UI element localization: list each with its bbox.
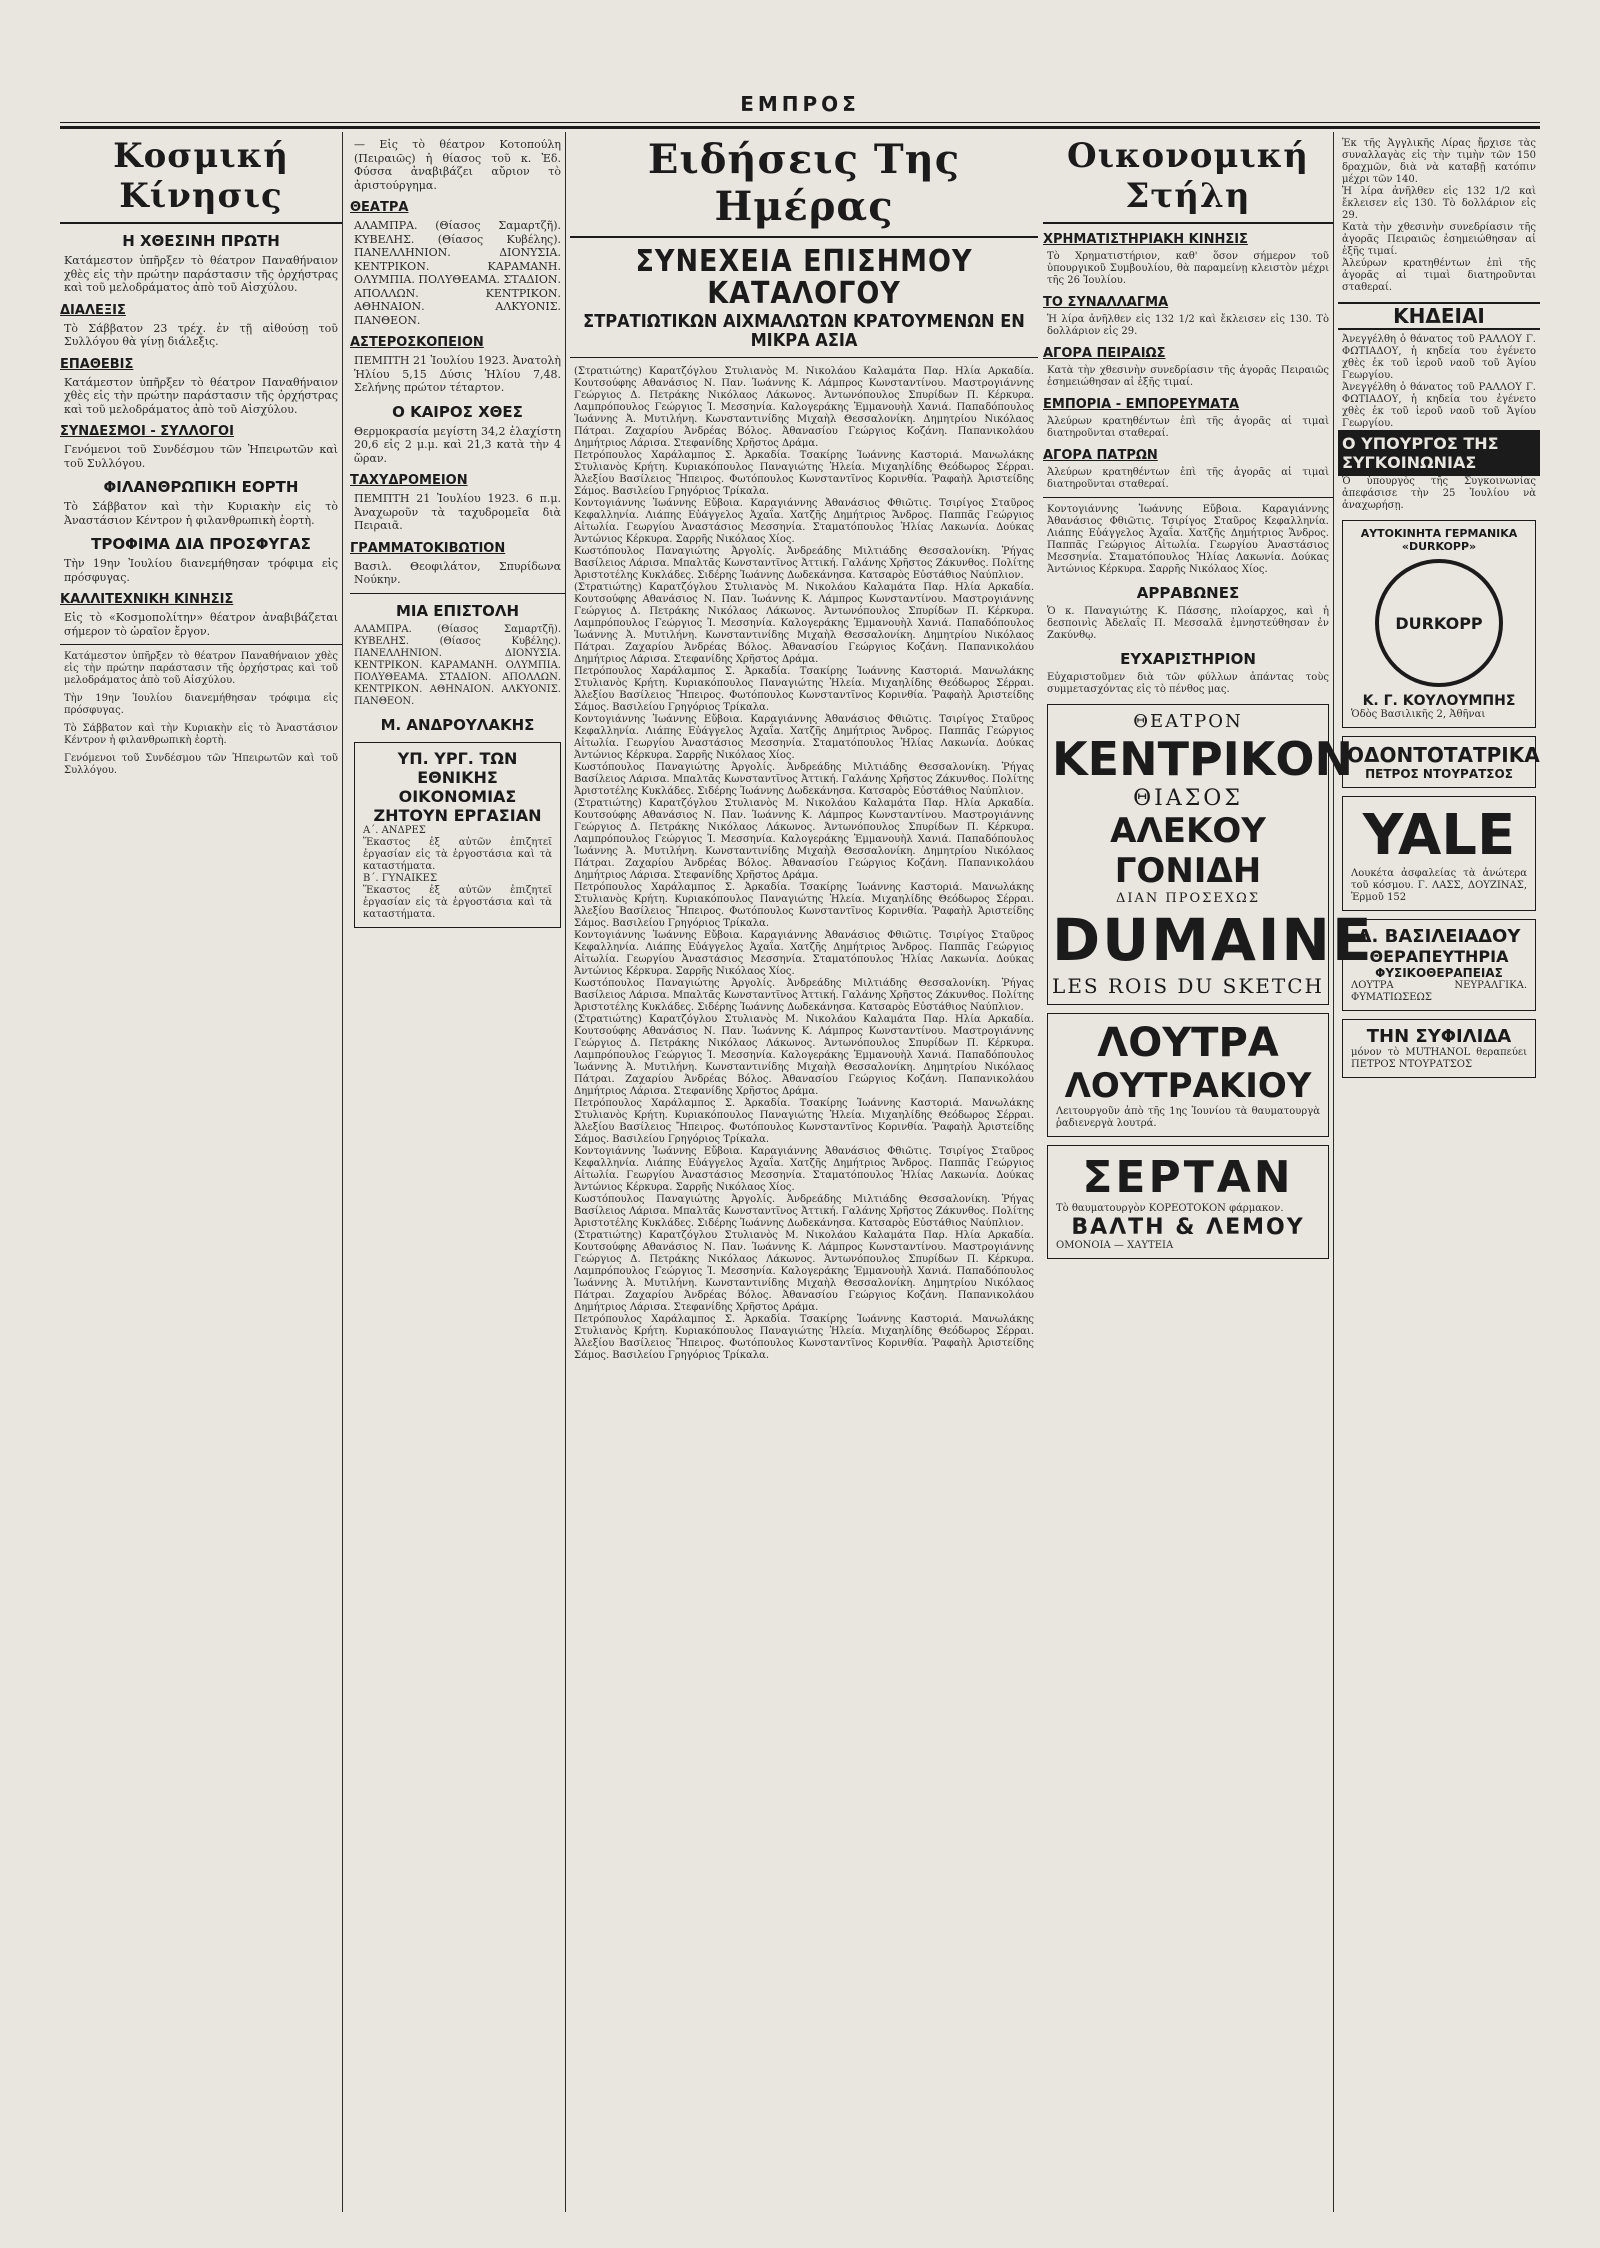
vasiliadou-ad [1342,919,1536,1011]
article-text: (Στρατιώτης) Καρατζόγλου Στυλιανὸς Μ. Νικολάου Καλαμάτα Παρ. Ηλία Αρκαδία. Κουτσούφης Αθανάσιος Ν. Παν. Ἰωάννης Κ. Λάμπρος Κωνσταντίνου. Μαστρογιάννης Γεώργιος Δ. Πετράκης Νικόλαος Λάκωνος. Ἀντωνόπουλος Σπυρίδων Π. Κέρκυρα. Λαμπρόπουλος Γεώργιος Ἰ. Μεσσηνία. Καλογεράκης Ἐμμανουὴλ Χανιά. Παπαδόπουλος Ἰωάννης Ἀ. Μυτιλήνη. Κωνσταντινίδης Μιχαὴλ Θεσσαλονίκη. Δημητρίου Νικόλαος Πάτραι. Ζαχαρίου Ἀνδρέας Βόλος. Ἀθανασίου Γεώργιος Κοζάνη. Παπανικολάου Δημήτριος Λάρισα. Στεφανίδης Χρῆστος Δράμα. [574,797,1034,881]
yale-brand: YALE [1362,803,1516,868]
theatre-ad [1047,704,1374,1005]
loutra-ad-title: ΛΟΥΤΡΑ [1097,1020,1279,1066]
article-text: (Στρατιώτης) Καρατζόγλου Στυλιανὸς Μ. Νικολάου Καλαμάτα Παρ. Ηλία Αρκαδία. Κουτσούφης Αθανάσιος Ν. Παν. Ἰωάννης Κ. Λάμπρος Κωνσταντίνου. Μαστρογιάννης Γεώργιος Δ. Πετράκης Νικόλαος Λάκωνος. Ἀντωνόπουλος Σπυρίδων Π. Κέρκυρα. Λαμπρόπουλος Γεώργιος Ἰ. Μεσσηνία. Καλογεράκης Ἐμμανουὴλ Χανιά. Παπαδόπουλος Ἰωάννης Ἀ. Μυτιλήνη. Κωνσταντινίδης Μιχαὴλ Θεσσαλονίκη. Δημητρίου Νικόλαος Πάτραι. Ζαχαρίου Ἀνδρέας Βόλος. Ἀθανασίου Γεώργιος Κοζάνη. Παπανικολάου Δημήτριος Λάρισα. Στεφανίδης Χρῆστος Δράμα. [574,365,1034,449]
subhead: ΑΓΟΡΑ ΠΑΤΡΩΝ [1043,448,1158,463]
theatre-ad-name: ΚΕΝΤΡΙΚΟΝ [1052,732,1354,786]
article-text: Κοντογιάννης Ἰωάννης Εὔβοια. Καραγιάννης Ἀθανάσιος Φθιῶτις. Τσιρίγος Σταῦρος Κεφαλληνία. Λιάπης Εὐάγγελος Ἀχαΐα. Χατζῆς Δημήτριος Ἄνδρος. Παππᾶς Γεώργιος Αἰτωλία. Γεωργίου Ἀναστάσιος Μεσσηνία. Σταματόπουλος Ἠλίας Λακωνία. Δούκας Ἀντώνιος Κέρκυρα. Σαρρῆς Νικόλαος Χίος. [574,497,1034,545]
subhead-funerals: ΚΗΔΕΙΑΙ [1338,302,1540,330]
subhead: ΑΓΟΡΑ ΠΕΙΡΑΙΩΣ [1043,346,1166,361]
odonto-name: ΠΕΤΡΟΣ ΝΤΟΥΡΑΤΣΟΣ [1365,767,1513,781]
article-text: Ἀνεγγέλθη ὁ θάνατος τοῦ ΡΑΛΛΟΥ Γ. ΦΩΤΙΑΔΟΥ, ἡ κηδεία του ἐγένετο χθὲς ἐκ τοῦ ἱεροῦ ναοῦ τοῦ Ἁγίου Γεωργίου. [1342,382,1536,429]
article-text: Κατάμεστον ὑπῆρξεν τὸ θέατρον Παναθήναιον χθὲς εἰς τὴν πρώτην παράστασιν τῆς ὀρχήστρας καὶ τοῦ μελοδράματος ἀπὸ τοῦ Αἰσχύλου. [64,651,338,686]
subhead: ΣΥΝΔΕΣΜΟΙ - ΣΥΛΛΟΓΟΙ [60,424,234,439]
ministry-ad [354,742,561,928]
article-text: Γενόμενοι τοῦ Συνδέσμου τῶν Ἠπειρωτῶν καὶ τοῦ Συλλόγου. [64,443,338,470]
article-text: Τὸ Σάββατον καὶ τὴν Κυριακὴν εἰς τὸ Ἀναστάσιον Κέντρον ἡ φιλανθρωπικὴ ἑορτὴ. [64,723,338,746]
subhead: ΕΜΠΟΡΙΑ - ΕΜΠΟΡΕΥΜΑΤΑ [1043,397,1240,412]
subhead: ΜΙΑ ΕΠΙΣΤΟΛΗ [395,601,520,620]
article-text: (Στρατιώτης) Καρατζόγλου Στυλιανὸς Μ. Νικολάου Καλαμάτα Παρ. Ηλία Αρκαδία. Κουτσούφης Αθανάσιος Ν. Παν. Ἰωάννης Κ. Λάμπρος Κωνσταντίνου. Μαστρογιάννης Γεώργιος Δ. Πετράκης Νικόλαος Λάκωνος. Ἀντωνόπουλος Σπυρίδων Π. Κέρκυρα. Λαμπρόπουλος Γεώργιος Ἰ. Μεσσηνία. Καλογεράκης Ἐμμανουὴλ Χανιά. Παπαδόπουλος Ἰωάννης Ἀ. Μυτιλήνη. Κωνσταντινίδης Μιχαὴλ Θεσσαλονίκη. Δημητρίου Νικόλαος Πάτραι. Ζαχαρίου Ἀνδρέας Βόλος. Ἀθανασίου Γεώργιος Κοζάνη. Παπανικολάου Δημήτριος Λάρισα. Στεφανίδης Χρῆστος Δράμα. [574,581,1034,665]
subhead: ΚΑΛΛΙΤΕΧΝΙΚΗ ΚΙΝΗΣΙΣ [60,592,234,607]
subhead: ΕΥΧΑΡΙΣΤΗΡΙΟΝ [1120,650,1256,668]
yale-ad [1342,796,1536,911]
column-economy [1043,132,1374,2212]
syfilis-ad [1342,1019,1536,1078]
article-text: Γενόμενοι τοῦ Συνδέσμου τῶν Ἠπειρωτῶν καὶ τοῦ Συλλόγου. [64,753,338,776]
subhead: Ο ΚΑΙΡΟΣ ΧΘΕΣ [392,402,523,421]
article-text: Ἡ λίρα ἀνῆλθεν εἰς 132 1/2 καὶ ἔκλεισεν εἰς 130. Τὸ δολλάριον εἰς 29. [1047,314,1329,337]
divider [350,593,565,594]
valti-ad-addr: ΟΜΟΝΟΙΑ — ΧΑΥΤΕΙΑ [1056,1240,1174,1251]
yale-text: Λουκέτα ἀσφαλείας τὰ ἀνώτερα τοῦ κόσμου. Γ. ΛΑΣΣ, ΔΟΥΖΙΝΑΣ, Ἑρμοῦ 152 [1351,868,1527,903]
subhead: ΓΡΑΜΜΑΤΟΚΙΒΩΤΙΟΝ [350,540,506,556]
theatre-ad-line: ΘΙΑΣΟΣ [1133,786,1243,811]
article-text: Πετρόπουλος Χαράλαμπος Σ. Ἀρκαδία. Τσακίρης Ἰωάννης Καστοριά. Μανωλάκης Στυλιανὸς Κρήτη. Κυριακόπουλος Παναγιώτης Ἠλεία. Μιχαηλίδης Θεόδωρος Σέρραι. Ἀλεξίου Βασίλειος Ἤπειρος. Φωτόπουλος Κωνσταντῖνος Κορινθία. Ῥαφαὴλ Ἀριστείδης Σάμος. Βασιλείου Γρηγόριος Τρίκαλα. [574,665,1034,713]
loutra-ad [1047,1013,1329,1137]
subhead: ΤΡΟΦΙΜΑ ΔΙΑ ΠΡΟΣΦΥΓΑΣ [91,535,311,553]
article-text: Τὴν 19ην Ἰουλίου διανεμήθησαν τρόφιμα εἰς πρόσφυγας. [64,693,338,716]
theatre-ad-line: ΔΙΑΝ ΠΡΟΣΕΧΩΣ [1115,891,1261,906]
article-text: Ἀλεύρων κρατηθέντων ἐπὶ τῆς ἀγορᾶς αἱ τιμαὶ διατηροῦνται σταθεραί. [1047,416,1329,439]
ministry-ad-a: Α΄. ΑΝΔΡΕΣ [363,824,426,836]
masthead [60,92,1540,129]
article-text: Θερμοκρασία μεγίστη 34,2 ἐλαχίστη 20,6 εἰς 2 μ.μ. καὶ 21,3 κατὰ τὴν 4 ὥραν. [354,424,561,465]
syfilis-title: ΤΗΝ ΣΥΦΙΛΙΔΑ [1366,1026,1512,1047]
article-text: ΠΕΜΠΤΗ 21 Ἰουλίου 1923. 6 π.μ. Ἀναχωροῦν τὰ ταχυδρομεῖα διὰ Πειραιᾶ. [354,492,561,532]
article-text: Ὁ ὑπουργὸς τῆς Συγκοινωνίας ἀπεφάσισε τὴν 25 Ἰουλίου νὰ ἀναχωρήσῃ. [1342,476,1536,511]
article-text: ΑΛΑΜΠΡΑ. (Θίασος Σαμαρτζῆ). ΚΥΒΕΛΗΣ. (Θίασος Κυβέλης). ΠΑΝΕΛΛΗΝΙΟΝ. ΔΙΟΝΥΣΙΑ. ΚΕΝΤΡΙΚΟΝ. ΚΑΡΑΜΑΝΗ. ΟΛΥΜΠΙΑ. ΠΟΛΥΘΕΑΜΑ. ΣΤΑΔΙΟΝ. ΑΠΟΛΛΩΝ. ΚΕΝΤΡΙΚΟΝ. ΑΘΗΝΑΙΟΝ. ΑΛΚΥΟΝΙΣ. ΠΑΝΘΕΟΝ. [354,219,561,327]
vasiliadou-sub: ΦΥΣΙΚΟΘΕΡΑΠΕΙΑΣ [1375,966,1503,980]
subhead: ΦΙΛΑΝΘΡΩΠΙΚΗ ΕΟΡΤΗ [103,478,299,496]
subhead: ΔΙΑΛΕΞΙΣ [60,302,126,318]
ministry-ad-b: Β΄. ΓΥΝΑΙΚΕΣ [363,872,438,884]
masthead-rule [60,122,1540,123]
section-title-social: Κοσμική Κίνησις [60,132,342,224]
ministry-ad-text: Ἕκαστος ἐξ αὐτῶν ἐπιζητεῖ ἐργασίαν εἰς τὰ ἐργοστάσια καὶ τὰ καταστήματα. [363,884,552,920]
article-text: Πετρόπουλος Χαράλαμπος Σ. Ἀρκαδία. Τσακίρης Ἰωάννης Καστοριά. Μανωλάκης Στυλιανὸς Κρήτη. Κυριακόπουλος Παναγιώτης Ἠλεία. Μιχαηλίδης Θεόδωρος Σέρραι. Ἀλεξίου Βασίλειος Ἤπειρος. Φωτόπουλος Κωνσταντῖνος Κορινθία. Ῥαφαὴλ Ἀριστείδης Σάμος. Βασιλείου Γρηγόριος Τρίκαλα. [574,1097,1034,1145]
article-text: ΑΛΑΜΠΡΑ. (Θίασος Σαμαρτζῆ). ΚΥΒΕΛΗΣ. (Θίασος Κυβέλης). ΠΑΝΕΛΛΗΝΙΟΝ. ΔΙΟΝΥΣΙΑ. ΚΕΝΤΡΙΚΟΝ. ΚΑΡΑΜΑΝΗ. ΟΛΥΜΠΙΑ. ΠΟΛΥΘΕΑΜΑ. ΣΤΑΔΙΟΝ. ΑΠΟΛΛΩΝ. ΚΕΝΤΡΙΚΟΝ. ΑΘΗΝΑΙΟΝ. ΑΛΚΥΟΝΙΣ. ΠΑΝΘΕΟΝ. [354,623,561,707]
article-text: Εἰς τὸ «Κοσμοπολίτην» θέατρον ἀναβιβάζεται σήμερον τὸ ὡραῖον ἔργον. [64,611,338,638]
article-text: — Εἰς τὸ θέατρον Κοτοπούλη (Πειραιῶς) ἡ θίασος τοῦ κ. Ἐδ. Φύσσα ἀναβιβάζει αὔριον τὸ ἀριστούργημα. [354,138,561,192]
article-text: Τὸ Χρηματιστήριον, καθ' ὅσον σήμερον τοῦ ὑπουργικοῦ Συμβουλίου, θὰ παραμείνῃ κλειστὸν μέχρι τῆς 26 Ἰουλίου. [1047,251,1329,286]
subhead: ΤΟ ΣΥΝΑΛΛΑΓΜΑ [1043,295,1169,310]
article-text: Ἐκ τῆς Ἀγγλικῆς Λίρας ἤρχισε τὰς συναλλαγὰς εἰς τὴν τιμὴν τῶν 150 δραχμῶν, διὰ νὰ καταβῇ κατόπιν μέχρι τῶν 140. [1342,138,1536,185]
syfilis-text: μόνον τὸ MUTHANOL θεραπεύει ΠΕΤΡΟΣ ΝΤΟΥΡΑΤΣΟΣ [1351,1047,1527,1070]
column-social [60,132,343,2212]
vasiliadou-text: ΛΟΥΤΡΑ ΝΕΥΡΑΛΓΙΚΑ. ΦΥΜΑΤΙΩΣΕΩΣ [1351,980,1527,1003]
article-text: Τὸ Σάββατον καὶ τὴν Κυριακὴν εἰς τὸ Ἀναστάσιον Κέντρον ἡ φιλανθρωπικὴ ἑορτὴ. [64,500,338,527]
article-text: (Στρατιώτης) Καρατζόγλου Στυλιανὸς Μ. Νικολάου Καλαμάτα Παρ. Ηλία Αρκαδία. Κουτσούφης Αθανάσιος Ν. Παν. Ἰωάννης Κ. Λάμπρος Κωνσταντίνου. Μαστρογιάννης Γεώργιος Δ. Πετράκης Νικόλαος Λάκωνος. Ἀντωνόπουλος Σπυρίδων Π. Κέρκυρα. Λαμπρόπουλος Γεώργιος Ἰ. Μεσσηνία. Καλογεράκης Ἐμμανουὴλ Χανιά. Παπαδόπουλος Ἰωάννης Ἀ. Μυτιλήνη. Κωνσταντινίδης Μιχαὴλ Θεσσαλονίκη. Δημητρίου Νικόλαος Πάτραι. Ζαχαρίου Ἀνδρέας Βόλος. Ἀθανασίου Γεώργιος Κοζάνη. Παπανικολάου Δημήτριος Λάρισα. Στεφανίδης Χρῆστος Δράμα. [574,1229,1034,1313]
section-title-news: Ειδήσεις Της Ημέρας [570,132,1038,238]
valti-ad-name: ΒΑΛΤΗ & ΛΕΜΟΥ [1071,1215,1305,1240]
article-text: Κατὰ τὴν χθεσινὴν συνεδρίασιν τῆς ἀγορᾶς Πειραιῶς ἐσημειώθησαν αἱ ἑξῆς τιμαί. [1342,222,1536,257]
ministry-ad-title: ΥΠ. ΥΡΓ. ΤΩΝ ΕΘΝΙΚΗΣ ΟΙΚΟΝΟΜΙΑΣ [397,748,518,806]
headline-list: ΣΥΝΕΧΕΙΑ ΕΠΙΣΗΜΟΥ ΚΑΤΑΛΟΓΟΥ [635,244,973,311]
subhead: ΧΡΗΜΑΤΙΣΤΗΡΙΑΚΗ ΚΙΝΗΣΙΣ [1043,232,1248,247]
subhead: ΑΡΡΑΒΩΝΕΣ [1136,584,1240,602]
theatre-ad-line: ΘΕΑΤΡΟΝ [1133,711,1243,732]
article-text: Βασιλ. Θεοφιλάτον, Σπυρίδωνα Νούκην. [354,559,561,586]
durkopp-logo: DURKOPP [1375,559,1503,687]
article-text: Κωστόπουλος Παναγιώτης Ἀργολίς. Ἀνδρεάδης Μιλτιάδης Θεσσαλονίκη. Ῥήγας Βασίλειος Λάρισα. Μπαλτᾶς Κωνσταντῖνος Ἀττική. Γαλάνης Χρῆστος Ζάκυνθος. Πολίτης Ἀριστοτέλης Κυκλάδες. Σιδέρης Ἰωάννης Δωδεκάνησα. Κατσαρὸς Εὐστάθιος Ναύπλιον. [574,977,1034,1013]
subhead: ΑΣΤΕΡΟΣΚΟΠΕΙΟΝ [350,335,484,350]
sertan-ad [1047,1145,1329,1259]
theatre-ad-star: DUMAINE [1052,906,1374,974]
subhead: ΤΑΧΥΔΡΟΜΕΙΟΝ [350,473,468,488]
durkopp-ad-head: ΑΥΤΟΚΙΝΗΤΑ ΓΕΡΜΑΝΙΚΑ «DURKOPP» [1360,527,1518,553]
article-text: Ὁ κ. Παναγιώτης Κ. Πάσσης, πλοίαρχος, καὶ ἡ δεσποινὶς Ἀδελαΐς Π. Μεσσαλᾶ ἐμνηστεύθησαν ἐν Ζακύνθῳ. [1047,606,1329,641]
article-text: Πετρόπουλος Χαράλαμπος Σ. Ἀρκαδία. Τσακίρης Ἰωάννης Καστοριά. Μανωλάκης Στυλιανὸς Κρήτη. Κυριακόπουλος Παναγιώτης Ἠλεία. Μιχαηλίδης Θεόδωρος Σέρραι. Ἀλεξίου Βασίλειος Ἤπειρος. Φωτόπουλος Κωνσταντῖνος Κορινθία. Ῥαφαὴλ Ἀριστείδης Σάμος. Βασιλείου Γρηγόριος Τρίκαλα. [574,449,1034,497]
article-text: Τὸ Σάββατον 23 τρέχ. ἐν τῇ αἰθούσῃ τοῦ Συλλόγου θὰ γίνῃ διάλεξις. [64,321,338,348]
odonto-title: ΟΔΟΝΤΟΤΑΤΡΙΚΑ [1347,743,1540,767]
sertan-ad-title: ΣΕΡΤΑΝ [1082,1152,1294,1203]
article-text: Ἡ λίρα ἀνῆλθεν εἰς 132 1/2 καὶ ἔκλεισεν εἰς 130. Τὸ δολλάριον εἰς 29. [1342,186,1536,221]
newspaper-name: ΕΜΠΡΟΣ [740,92,860,116]
article-text: Ἀλεύρων κρατηθέντων ἐπὶ τῆς ἀγορᾶς αἱ τιμαὶ διατηροῦνται σταθεραί. [1047,467,1329,490]
subhead: Η ΧΘΕΣΙΝΗ ΠΡΩΤΗ [122,232,280,250]
article-text: Τὴν 19ην Ἰουλίου διανεμήθησαν τρόφιμα εἰς πρόσφυγας. [64,557,338,584]
durkopp-ad [1342,520,1536,728]
odonto-ad [1342,736,1540,788]
article-text: Κατὰ τὴν χθεσινὴν συνεδρίασιν τῆς ἀγορᾶς Πειραιῶς ἐσημειώθησαν αἱ ἑξῆς τιμαί. [1047,365,1329,388]
ministry-ad-text: Ἕκαστος ἐξ αὐτῶν ἐπιζητεῖ ἐργασίαν εἰς τὰ ἐργοστάσια καὶ τὰ καταστήματα. [363,836,552,872]
sertan-ad-text: Τὸ θαυματουργὸν ΚΟΡΕΟΤΟΚΟΝ φάρμακον. [1056,1203,1284,1214]
subhead: ΘΕΑΤΡΑ [350,200,409,215]
durkopp-addr: Ὁδὸς Βασιλικῆς 2, Ἀθῆναι [1351,709,1486,720]
column-news [570,132,1038,2212]
subhead: ΕΠΑΘΕΒΙΣ [60,356,134,372]
loutra-ad-place: ΛΟΥΤΡΑΚΙΟΥ [1064,1066,1312,1106]
article-text: Ἀνεγγέλθη ὁ θάνατος τοῦ ΡΑΛΛΟΥ Γ. ΦΩΤΙΑΔΟΥ, ἡ κηδεία του ἐγένετο χθὲς ἐκ τοῦ ἱεροῦ ναοῦ τοῦ Ἁγίου Γεωργίου. [1342,334,1536,381]
article-text: Κωστόπουλος Παναγιώτης Ἀργολίς. Ἀνδρεάδης Μιλτιάδης Θεσσαλονίκη. Ῥήγας Βασίλειος Λάρισα. Μπαλτᾶς Κωνσταντῖνος Ἀττική. Γαλάνης Χρῆστος Ζάκυνθος. Πολίτης Ἀριστοτέλης Κυκλάδες. Σιδέρης Ἰωάννης Δωδεκάνησα. Κατσαρὸς Εὐστάθιος Ναύπλιον. [574,1193,1034,1229]
column-ads [1338,132,1540,2212]
article-text: Πετρόπουλος Χαράλαμπος Σ. Ἀρκαδία. Τσακίρης Ἰωάννης Καστοριά. Μανωλάκης Στυλιανὸς Κρήτη. Κυριακόπουλος Παναγιώτης Ἠλεία. Μιχαηλίδης Θεόδωρος Σέρραι. Ἀλεξίου Βασίλειος Ἤπειρος. Φωτόπουλος Κωνσταντῖνος Κορινθία. Ῥαφαὴλ Ἀριστείδης Σάμος. Βασιλείου Γρηγόριος Τρίκαλα. [574,881,1034,929]
theatre-ad-troupe: ΑΛΕΚΟΥ ΓΟΝΙΔΗ [1110,811,1266,891]
article-text: Κοντογιάννης Ἰωάννης Εὔβοια. Καραγιάννης Ἀθανάσιος Φθιῶτις. Τσιρίγος Σταῦρος Κεφαλληνία. Λιάπης Εὐάγγελος Ἀχαΐα. Χατζῆς Δημήτριος Ἄνδρος. Παππᾶς Γεώργιος Αἰτωλία. Γεωργίου Ἀναστάσιος Μεσσηνία. Σταματόπουλος Ἠλίας Λακωνία. Δούκας Ἀντώνιος Κέρκυρα. Σαρρῆς Νικόλαος Χίος. [574,1145,1034,1193]
section-title-economy: Οικονομική Στήλη [1043,132,1333,224]
vasiliadou-line: ΘΕΡΑΠΕΥΤΗΡΙΑ [1369,947,1509,966]
loutra-ad-text: Λειτουργοῦν ἀπὸ τῆς 1ης Ἰουνίου τὰ θαυματουργὰ ῥαδιενεργὰ λουτρά. [1056,1106,1320,1129]
headline-list-sub: ΣΤΡΑΤΙΩΤΙΚΩΝ ΑΙΧΜΑΛΩΤΩΝ ΚΡΑΤΟΥΜΕΝΩΝ ΕΝ ΜΙΚΡΑ ΑΣΙΑ [570,313,1038,358]
ministry-box: Ο ΥΠΟΥΡΓΟΣ ΤΗΣ ΣΥΓΚΟΙΝΩΝΙΑΣ [1338,430,1540,476]
divider [60,644,342,645]
article-text: Κατάμεστον ὑπῆρξεν τὸ θέατρον Παναθήναιον χθὲς εἰς τὴν πρώτην παράστασιν τῆς ὀρχήστρας καὶ τοῦ μελοδράματος ἀπὸ τοῦ Αἰσχύλου. [64,375,338,416]
article-text: Κοντογιάννης Ἰωάννης Εὔβοια. Καραγιάννης Ἀθανάσιος Φθιῶτις. Τσιρίγος Σταῦρος Κεφαλληνία. Λιάπης Εὐάγγελος Ἀχαΐα. Χατζῆς Δημήτριος Ἄνδρος. Παππᾶς Γεώργιος Αἰτωλία. Γεωργίου Ἀναστάσιος Μεσσηνία. Σταματόπουλος Ἠλίας Λακωνία. Δούκας Ἀντώνιος Κέρκυρα. Σαρρῆς Νικόλαος Χίος. [574,929,1034,977]
article-text: Πετρόπουλος Χαράλαμπος Σ. Ἀρκαδία. Τσακίρης Ἰωάννης Καστοριά. Μανωλάκης Στυλιανὸς Κρήτη. Κυριακόπουλος Παναγιώτης Ἠλεία. Μιχαηλίδης Θεόδωρος Σέρραι. Ἀλεξίου Βασίλειος Ἤπειρος. Φωτόπουλος Κωνσταντῖνος Κορινθία. Ῥαφαὴλ Ἀριστείδης Σάμος. Βασιλείου Γρηγόριος Τρίκαλα. [574,1313,1034,1361]
article-text: Κατάμεστον ὑπῆρξεν τὸ θέατρον Παναθήναιον χθὲς εἰς τὴν πρώτην παράστασιν τῆς ὀρχήστρας καὶ τοῦ μελοδράματος ἀπὸ τοῦ Αἰσχύλου. [64,254,338,294]
article-text: Κοντογιάννης Ἰωάννης Εὔβοια. Καραγιάννης Ἀθανάσιος Φθιῶτις. Τσιρίγος Σταῦρος Κεφαλληνία. Λιάπης Εὐάγγελος Ἀχαΐα. Χατζῆς Δημήτριος Ἄνδρος. Παππᾶς Γεώργιος Αἰτωλία. Γεωργίου Ἀναστάσιος Μεσσηνία. Σταματόπουλος Ἠλίας Λακωνία. Δούκας Ἀντώνιος Κέρκυρα. Σαρρῆς Νικόλαος Χίος. [574,713,1034,761]
article-text: (Στρατιώτης) Καρατζόγλου Στυλιανὸς Μ. Νικολάου Καλαμάτα Παρ. Ηλία Αρκαδία. Κουτσούφης Αθανάσιος Ν. Παν. Ἰωάννης Κ. Λάμπρος Κωνσταντίνου. Μαστρογιάννης Γεώργιος Δ. Πετράκης Νικόλαος Λάκωνος. Ἀντωνόπουλος Σπυρίδων Π. Κέρκυρα. Λαμπρόπουλος Γεώργιος Ἰ. Μεσσηνία. Καλογεράκης Ἐμμανουὴλ Χανιά. Παπαδόπουλος Ἰωάννης Ἀ. Μυτιλήνη. Κωνσταντινίδης Μιχαὴλ Θεσσαλονίκη. Δημητρίου Νικόλαος Πάτραι. Ζαχαρίου Ἀνδρέας Βόλος. Ἀθανασίου Γεώργιος Κοζάνη. Παπανικολάου Δημήτριος Λάρισα. Στεφανίδης Χρῆστος Δράμα. [574,1013,1034,1097]
article-text: Ἀλεύρων κρατηθέντων ἐπὶ τῆς ἀγορᾶς αἱ τιμαὶ διατηροῦνται σταθεραί. [1342,258,1536,293]
column-theatres [350,132,566,2212]
article-text: Κωστόπουλος Παναγιώτης Ἀργολίς. Ἀνδρεάδης Μιλτιάδης Θεσσαλονίκη. Ῥήγας Βασίλειος Λάρισα. Μπαλτᾶς Κωνσταντῖνος Ἀττική. Γαλάνης Χρῆστος Ζάκυνθος. Πολίτης Ἀριστοτέλης Κυκλάδες. Σιδέρης Ἰωάννης Δωδεκάνησα. Κατσαρὸς Εὐστάθιος Ναύπλιον. [574,545,1034,581]
durkopp-dealer: Κ. Γ. ΚΟΥΛΟΥΜΠΗΣ [1362,693,1516,709]
article-text: Εὐχαριστοῦμεν διὰ τῶν φύλλων ἀπάντας τοὺς συμμετασχόντας εἰς τὸ πένθος μας. [1047,672,1329,695]
theatre-ad-line: LES ROIS DU SKETCH [1052,974,1324,998]
article-text: Κοντογιάννης Ἰωάννης Εὔβοια. Καραγιάννης Ἀθανάσιος Φθιῶτις. Τσιρίγος Σταῦρος Κεφαλληνία. Λιάπης Εὐάγγελος Ἀχαΐα. Χατζῆς Δημήτριος Ἄνδρος. Παππᾶς Γεώργιος Αἰτωλία. Γεωργίου Ἀναστάσιος Μεσσηνία. Σταματόπουλος Ἠλίας Λακωνία. Δούκας Ἀντώνιος Κέρκυρα. Σαρρῆς Νικόλαος Χίος. [1047,504,1329,575]
author-name: Μ. ΑΝΔΡΟΥΛΑΚΗΣ [380,715,535,734]
ministry-ad-sub: ΖΗΤΟΥΝ ΕΡΓΑΣΙΑΝ [373,805,542,825]
article-text: Κωστόπουλος Παναγιώτης Ἀργολίς. Ἀνδρεάδης Μιλτιάδης Θεσσαλονίκη. Ῥήγας Βασίλειος Λάρισα. Μπαλτᾶς Κωνσταντῖνος Ἀττική. Γαλάνης Χρῆστος Ζάκυνθος. Πολίτης Ἀριστοτέλης Κυκλάδες. Σιδέρης Ἰωάννης Δωδεκάνησα. Κατσαρὸς Εὐστάθιος Ναύπλιον. [574,761,1034,797]
article-text: ΠΕΜΠΤΗ 21 Ἰουλίου 1923. Ἀνατολὴ Ἡλίου 5,15 Δύσις Ἡλίου 7,48. Σελήνης πρώτον τέταρτον. [354,354,561,394]
vasiliadou-name: Δ. ΒΑΣΙΛΕΙΑΔΟΥ [1357,926,1521,947]
